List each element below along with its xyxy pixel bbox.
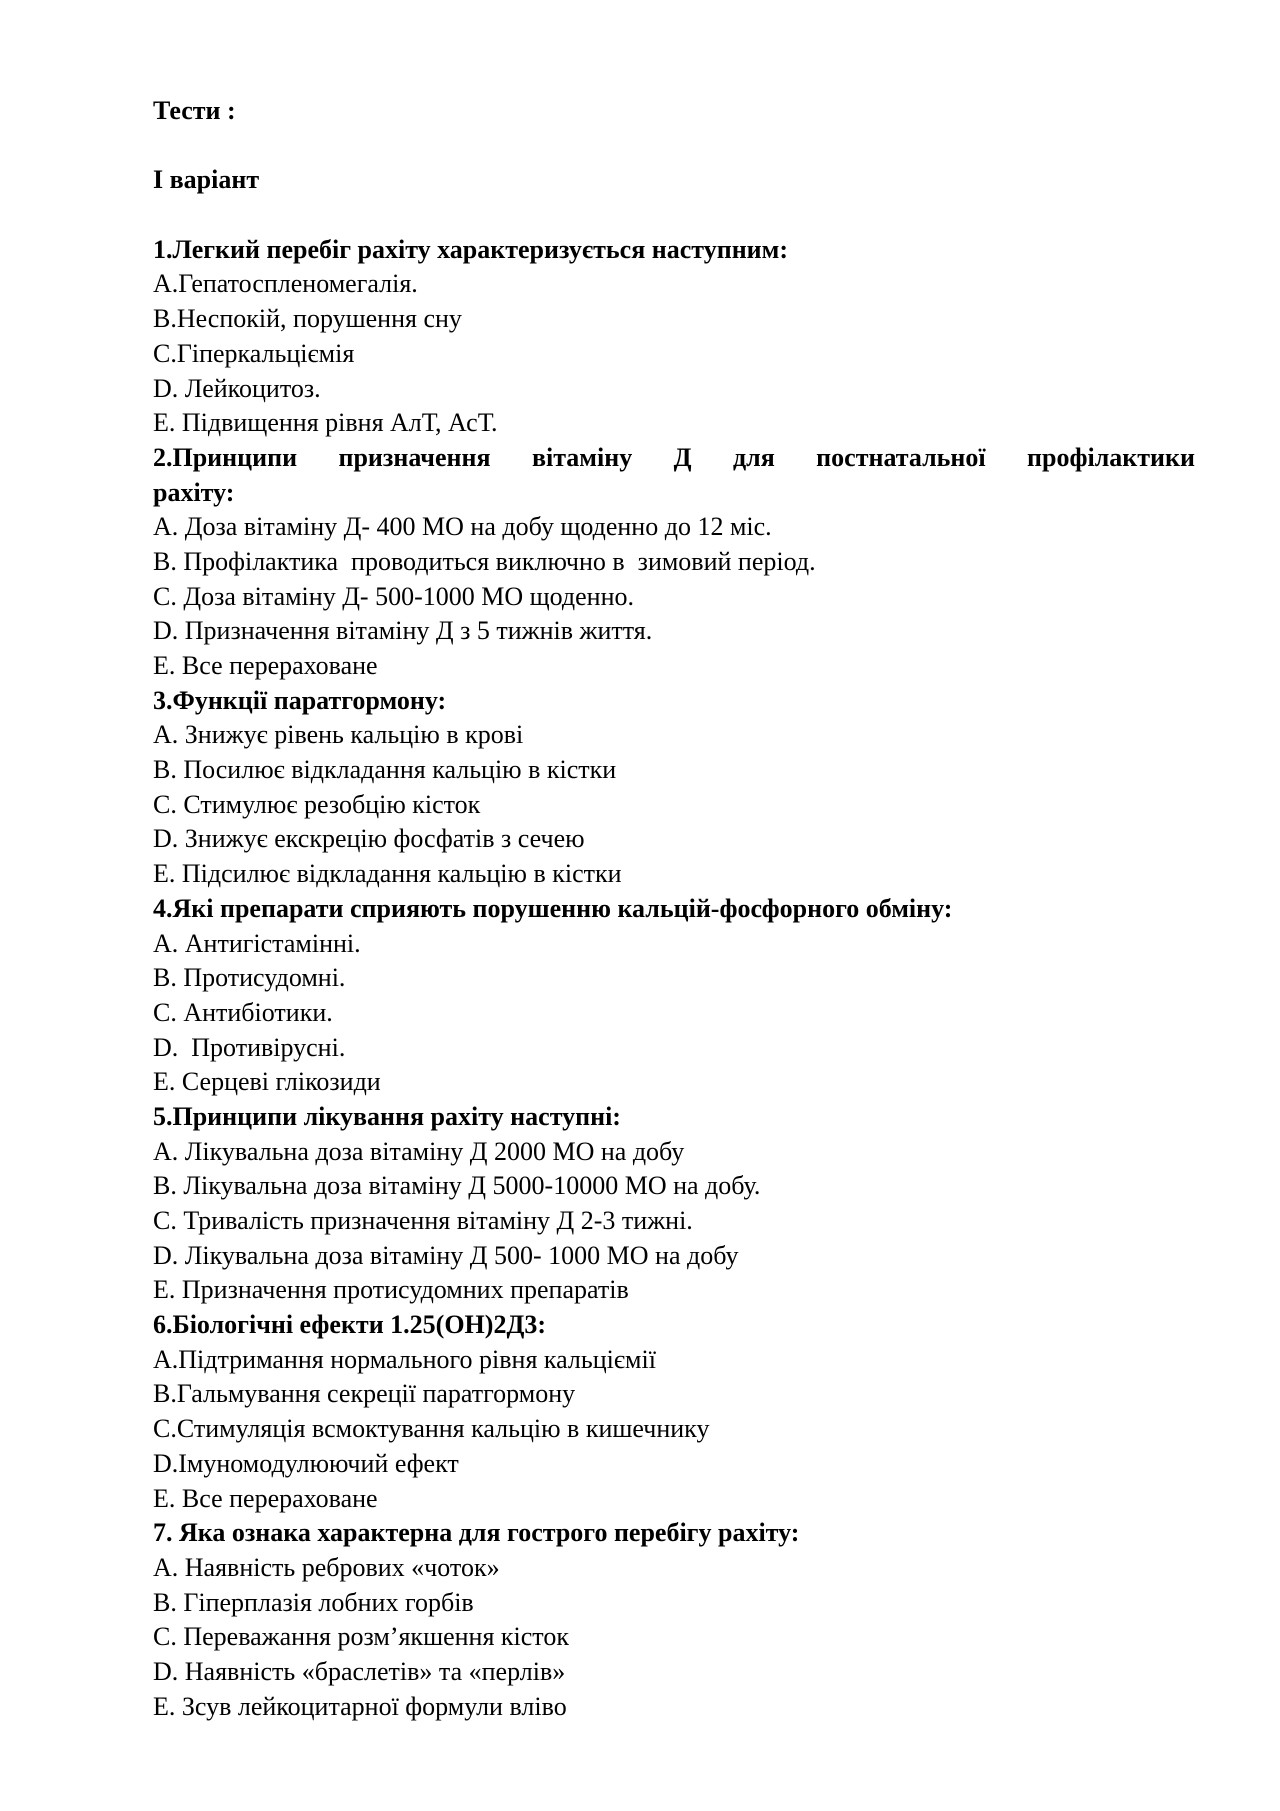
question-block-3 [153, 684, 1195, 892]
question-block-7 [153, 1516, 1195, 1724]
answer-option: B.Гальмування секреції паратгормону [153, 1379, 576, 1409]
answer-option: C.Гіперкальціємія [153, 338, 355, 368]
answer-option: A. Антигістамінні. [153, 928, 361, 958]
answer-option: A. Знижує рівень кальцію в крові [153, 720, 524, 750]
question-text: 6.Біологічні ефекти 1.25(OH)2Д3: [153, 1310, 546, 1340]
answer-option: C. Тривалість призначення вітаміну Д 2-3 тижні. [153, 1206, 693, 1236]
answer-option: D. Лейкоцитоз. [153, 373, 321, 403]
answer-option: B. Профілактика проводиться виключно в зимовий період. [153, 546, 816, 576]
variant-heading: І варіант [153, 165, 260, 195]
document-title: Тести : [153, 96, 236, 125]
question-block-6 [153, 1308, 1195, 1516]
answer-option: C. Антибіотики. [153, 997, 333, 1027]
question-block-5 [153, 1100, 1195, 1308]
question-block-1 [153, 233, 1195, 441]
answer-option: E. Призначення протисудомних препаратів [153, 1275, 629, 1305]
answer-option: A. Лікувальна доза вітаміну Д 2000 МО на добу [153, 1136, 685, 1166]
answer-option: B.Неспокій, порушення сну [153, 304, 462, 334]
answer-option: D.Імуномодулюючий ефект [153, 1448, 459, 1478]
answer-option: E. Підсилює відкладання кальцію в кістки [153, 859, 622, 889]
answer-option: A.Підтримання нормального рівня кальціємії [153, 1344, 656, 1374]
question-text: 5.Принципи лікування рахіту наступні: [153, 1101, 621, 1131]
question-block-4 [153, 892, 1195, 1100]
question-text: 3.Функції паратгормону: [153, 685, 447, 715]
answer-option: D. Призначення вітаміну Д з 5 тижнів життя. [153, 616, 653, 646]
answer-option: C.Стимуляція всмоктування кальцію в кишечнику [153, 1414, 710, 1444]
question-text: 1.Легкий перебіг рахіту характеризується наступним: [153, 234, 789, 264]
answer-option: D. Противірусні. [153, 1032, 346, 1062]
answer-option: B. Протисудомні. [153, 963, 346, 993]
answer-option: A.Гепатоспленомегалія. [153, 269, 418, 299]
answer-option: C. Переважання розм’якшення кісток [153, 1622, 569, 1652]
answer-option: A. Доза вітаміну Д- 400 МО на добу щоденно до 12 міс. [153, 512, 772, 542]
question-text-line2: рахіту: [153, 477, 235, 507]
question-block-2 [153, 441, 1195, 684]
question-text: 7. Яка ознака характерна для гострого перебігу рахіту: [153, 1518, 800, 1548]
answer-option: E. Все перераховане [153, 651, 378, 681]
answer-option: B. Гіперплазія лобних горбів [153, 1587, 474, 1617]
answer-option: D. Лікувальна доза вітаміну Д 500- 1000 МО на добу [153, 1240, 739, 1270]
answer-option: A. Наявність ребрових «чоток» [153, 1552, 500, 1582]
answer-option: D. Знижує екскрецію фосфатів з сечею [153, 824, 585, 854]
answer-option: D. Наявність «браслетів» та «перлів» [153, 1656, 566, 1686]
document-page [153, 94, 1195, 1724]
spacer [153, 198, 1195, 233]
spacer [153, 129, 1195, 164]
answer-option: B. Лікувальна доза вітаміну Д 5000-10000 МО на добу. [153, 1171, 761, 1201]
question-text: 4.Які препарати сприяють порушенню кальцій-фосфорного обміну: [153, 893, 953, 923]
answer-option: C. Доза вітаміну Д- 500-1000 МО щоденно. [153, 581, 635, 611]
answer-option: E. Підвищення рівня АлТ, АсТ. [153, 408, 498, 438]
answer-option: E. Зсув лейкоцитарної формули вліво [153, 1691, 567, 1721]
answer-option: E. Все перераховане [153, 1483, 378, 1513]
answer-option: E. Серцеві глікозиди [153, 1067, 381, 1097]
answer-option: C. Стимулює резобцію кісток [153, 789, 481, 819]
answer-option: B. Посилює відкладання кальцію в кістки [153, 755, 617, 785]
question-text-line1: 2.Принципи призначення вітаміну Д для постнатальної профілактики [153, 442, 1195, 472]
